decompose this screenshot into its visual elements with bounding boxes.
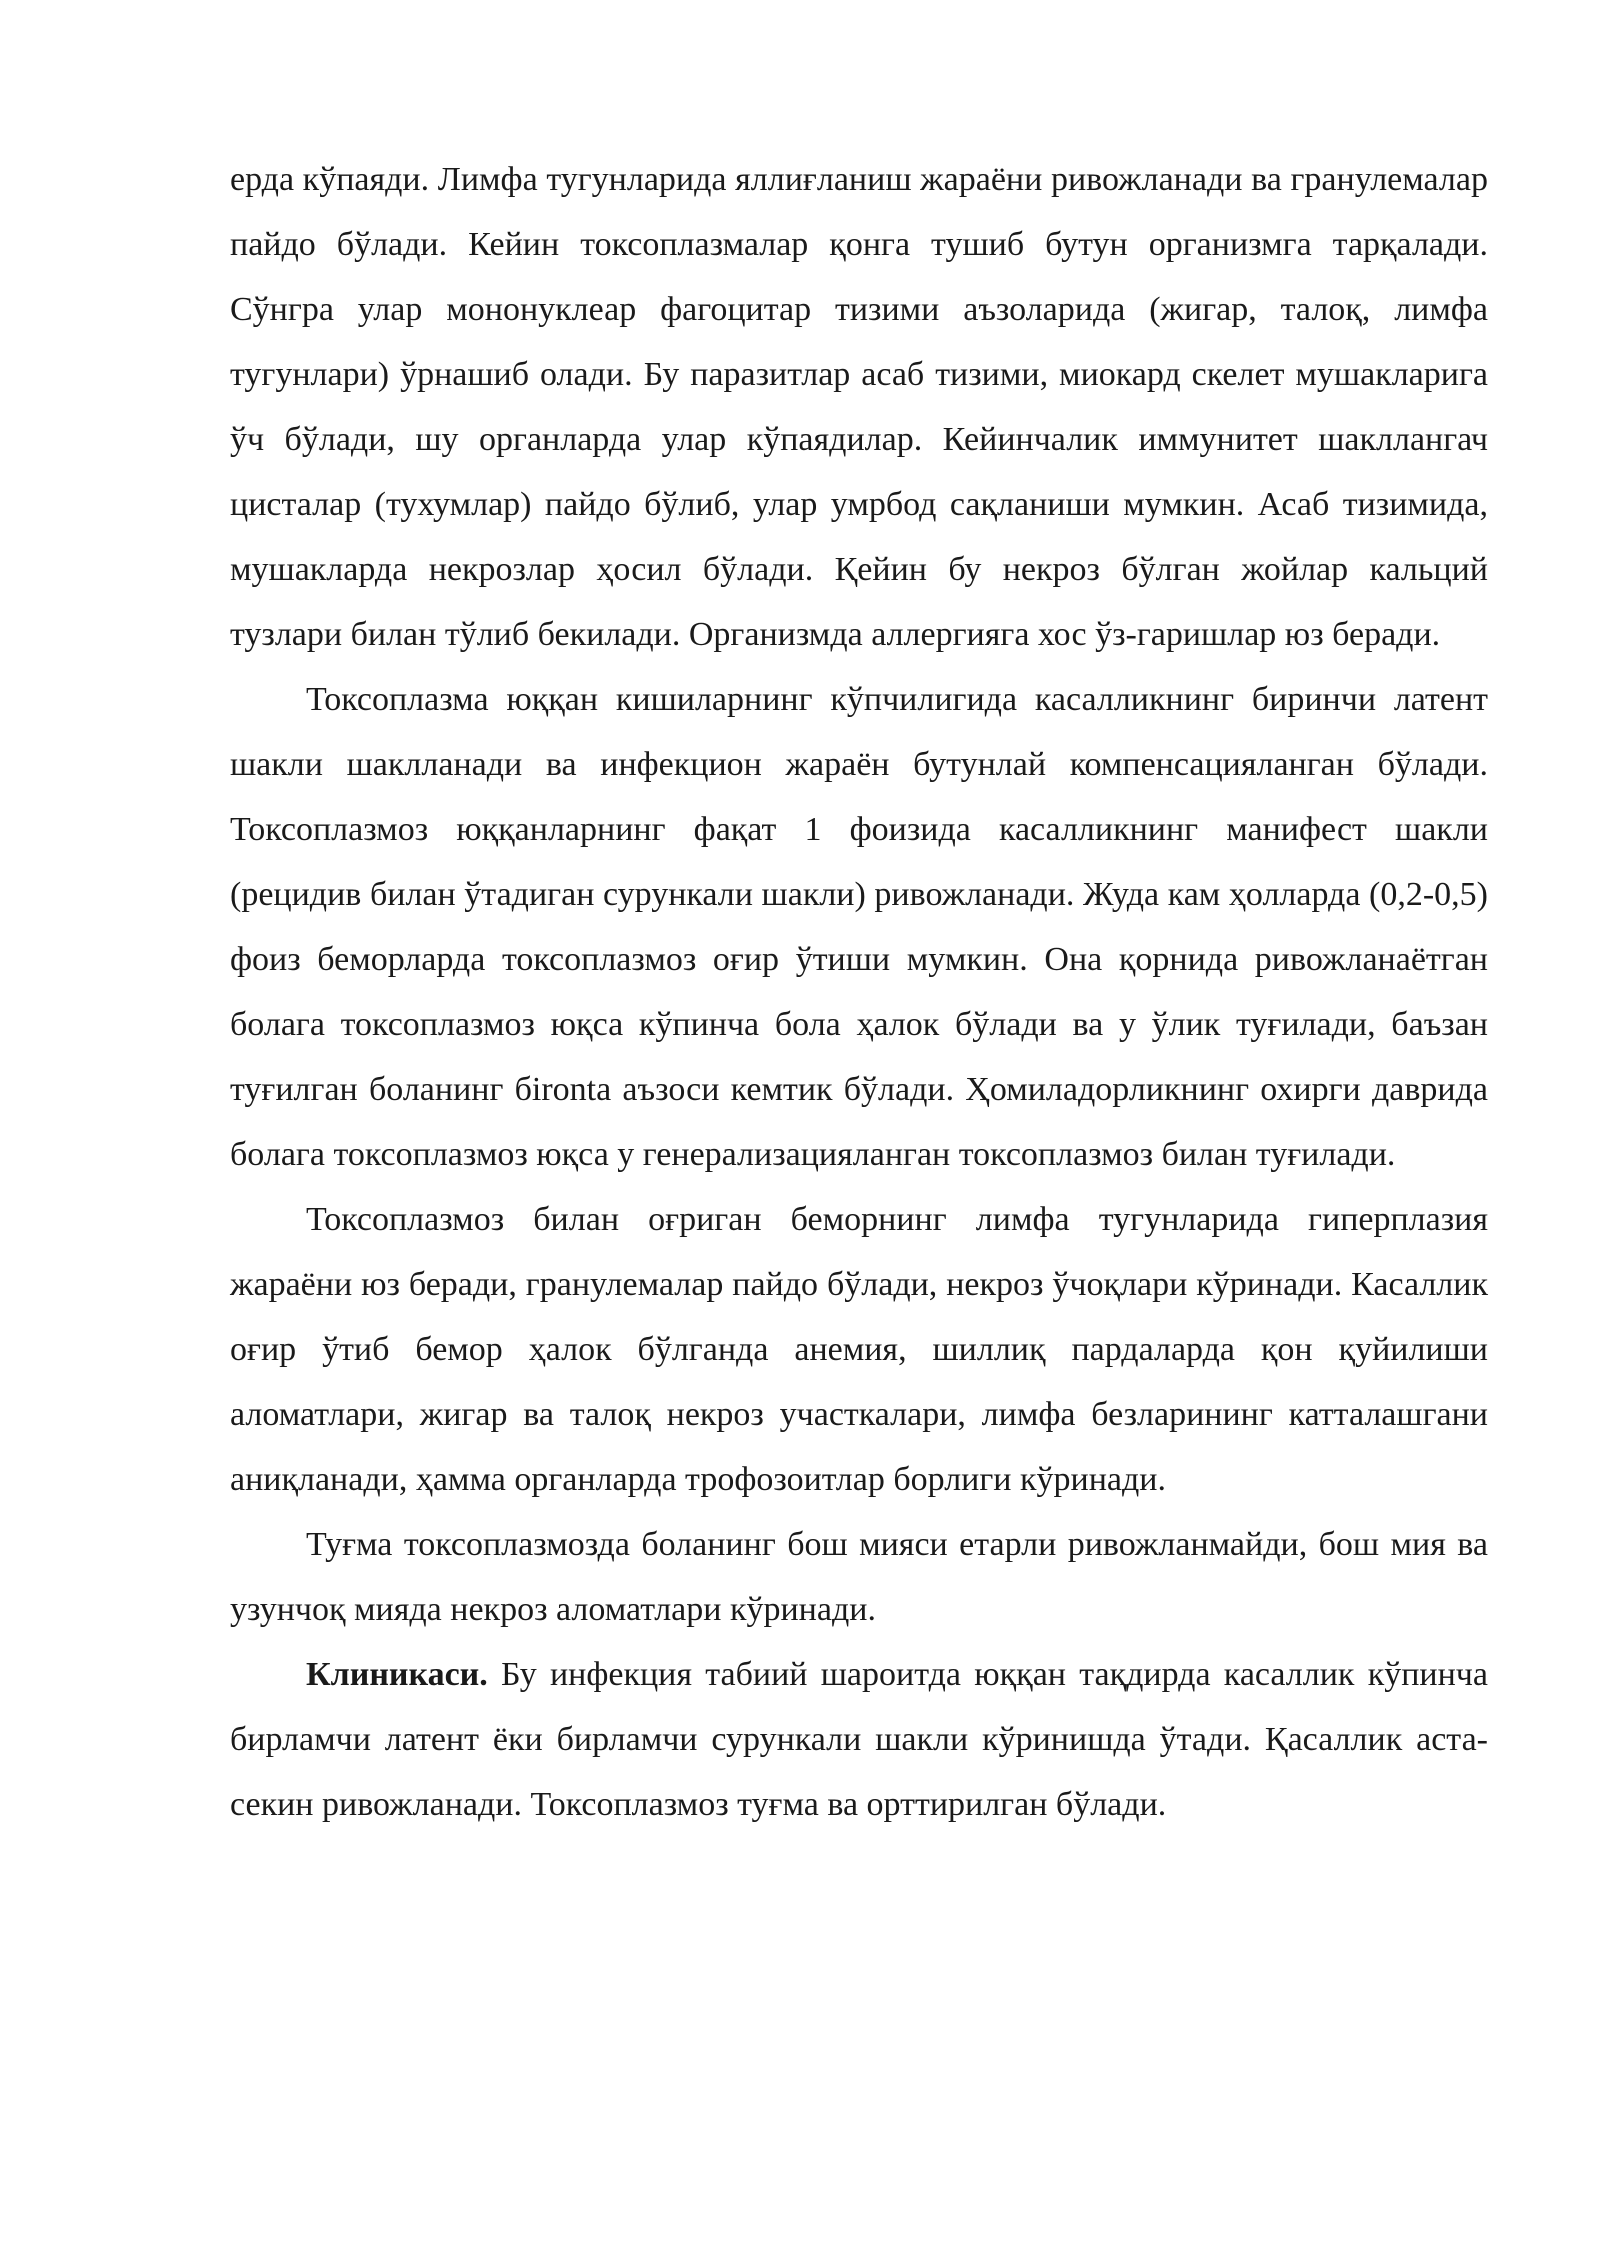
section-heading-clinic: Клиникаси. xyxy=(306,1656,488,1693)
document-page xyxy=(230,147,1488,1837)
paragraph-3: Токсоплазмоз билан оғриган беморнинг лимфа тугунларида гиперплазия жараёни юз беради, гранулемалар пайдо бўлади, некроз ўчоқлари кўринади. Касаллик оғир ўтиб бемор ҳалок бўлганда анемия, шиллиқ пардаларда қон қуйилиши аломатлари, жигар ва талоқ некроз участкалари, лимфа безларининг катталашгани аниқланади, ҳамма органларда трофозоитлар борлиги кўринади. xyxy=(230,1201,1488,1498)
paragraph-2: Токсоплазма юққан кишиларнинг кўпчилигида касалликнинг биринчи латент шакли шаклланади ва инфекцион жараён бутунлай компенсацияланган бўлади. Токсоплазмоз юққанларнинг фақат 1 фоизида касалликнинг манифест шакли (рецидив билан ўтадиган сурункали шакли) ривожланади. Жуда кам ҳолларда (0,2-0,5) фоиз беморларда токсоплазмоз оғир ўтиши мумкин. Она қорнида ривожланаётган болага токсоплазмоз юқса кўпинча бола ҳалок бўлади ва у ўлик туғилади, баъзан туғилган боланинг бironta аъзоси кемтик бўлади. Ҳомиладорликнинг охирги даврида болага токсоплазмоз юқса у генерализацияланган токсоплазмоз билан туғилади. xyxy=(230,681,1488,1173)
paragraph-4: Туғма токсоплазмозда боланинг бош мияси етарли ривожланмайди, бош мия ва узунчоқ мияда некроз аломатлари кўринади. xyxy=(230,1526,1488,1628)
paragraph-5 xyxy=(230,1642,1488,1837)
paragraph-1: ерда кўпаяди. Лимфа тугунларида яллиғланиш жараёни ривожланади ва гранулемалар пайдо бўлади. Кейин токсоплазмалар қонга тушиб бутун организмга тарқалади. Сўнгра улар мононуклеар фагоцитар тизими аъзоларида (жигар, талоқ, лимфа тугунлари) ўрнашиб олади. Бу паразитлар асаб тизими, миокард скелет мушакларига ўч бўлади, шу органларда улар кўпаядилар. Кейинчалик иммунитет шакллангач цисталар (тухумлар) пайдо бўлиб, улар умрбод сақланиши мумкин. Асаб тизимида, мушакларда некрозлар ҳосил бўлади. Қейин бу некроз бўлган жойлар кальций тузлари билан тўлиб бекилади. Организмда аллергияга хос ўз-гаришлар юз беради. xyxy=(230,161,1488,653)
paragraph-5-text: Бу инфекция табиий шароитда юққан тақдирда касаллик кўпинча бирламчи латент ёки бирламчи сурункали шакли кўринишда ўтади. Қасаллик аста-секин ривожланади. Токсоплазмоз туғма ва орттирилган бўлади. xyxy=(230,1656,1488,1823)
